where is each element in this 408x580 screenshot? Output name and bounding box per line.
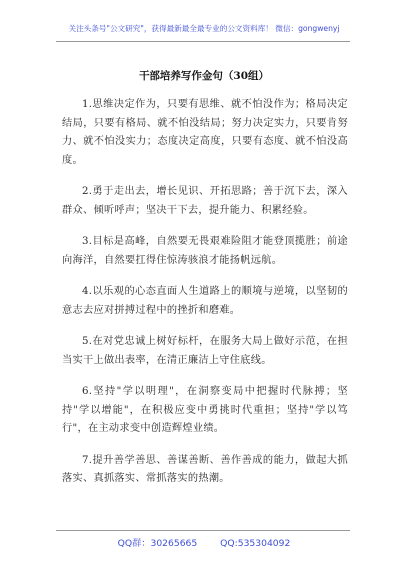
document-title: 干部培养写作金句（30组） — [138, 70, 270, 82]
paragraph-1: 1.思维决定作为，只要有思维、就不怕没作为；格局决定结局，只要有格局、就不怕没结局；努力决定实力，只要肯努力、就不怕没实力；态度决定高度，只要有态度、就不怕没高度。 — [62, 99, 348, 166]
footer-contact — [0, 535, 408, 549]
paragraph-2: 2.勇于走出去，增长见识、开拓思路；善于沉下去，深入群众、倾听呼声；坚决干下去，提升能力、积累经验。 — [62, 186, 348, 216]
header-banner: 关注头条号"公文研究"，获得最新最全最专业的公文资料库！ 微信：gongwenyj — [68, 24, 340, 33]
footer-divider — [56, 530, 350, 531]
footer-qq-number: QQ:535304092 — [220, 538, 291, 549]
footer-qq-group: QQ群：30265665 — [117, 538, 198, 549]
paragraph-5: 5.在对党忠诚上树好标杆，在服务大局上做好示范，在担当实干上做出表率，在清正廉洁上守住底线。 — [62, 336, 348, 366]
document-body — [62, 96, 348, 502]
paragraph-4: 4.以乐观的心态直面人生道路上的顺境与逆境，以坚韧的意志去应对拼搏过程中的挫折和磨难。 — [62, 286, 348, 316]
header-divider — [56, 41, 350, 42]
paragraph-3: 3.目标是高峰，自然要无畏艰难险阻才能登顶揽胜；前途向海洋，自然要扛得住惊涛骇浪才能扬帆远航。 — [62, 236, 348, 266]
paragraph-7: 7.提升善学善思、善谋善断、善作善成的能力，做起大抓落实、真抓落实、常抓落实的热潮。 — [62, 454, 348, 484]
paragraph-6: 6.坚持"学以明理"，在洞察变局中把握时代脉搏；坚持"学以增能"，在积极应变中勇挑时代重担；坚持"学以笃行"，在主动求变中创造辉煌业绩。 — [62, 386, 348, 434]
